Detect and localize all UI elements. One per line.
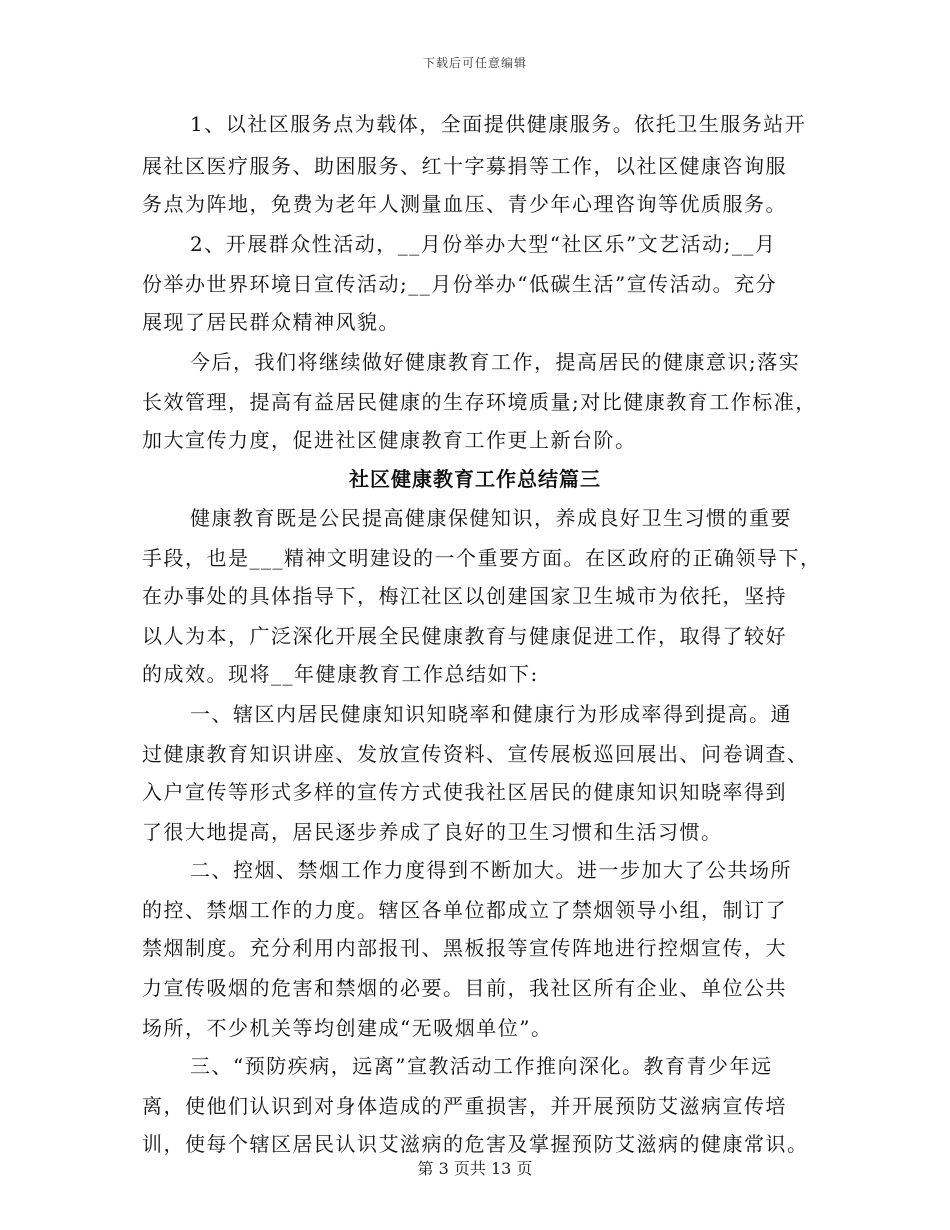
text-line: 力宣传吸烟的危害和禁烟的必要。目前，我社区所有企业、单位公共 xyxy=(142,976,787,1000)
text-line: 健康教育既是公民提高健康保健知识，养成良好卫生习惯的重要 xyxy=(190,506,792,530)
text-line: 加大宣传力度，促进社区健康教育工作更上新台阶。 xyxy=(142,428,637,452)
text-line: 训，使每个辖区居民认识艾滋病的危害及掌握预防艾滋病的健康常识。 xyxy=(142,1132,809,1156)
text-line: 份举办世界环境日宣传活动;__月份举办“低碳生活”宣传活动。充分 xyxy=(142,272,778,296)
text-line: 手段，也是___精神文明建设的一个重要方面。在区政府的正确领导下， xyxy=(142,546,822,570)
text-line: 在办事处的具体指导下，梅江社区以创建国家卫生城市为依托，坚持 xyxy=(142,584,787,608)
text-line: 入户宣传等形式多样的宣传方式使我社区居民的健康知识知晓率得到 xyxy=(142,780,787,804)
text-line: 禁烟制度。充分利用内部报刊、黑板报等宣传阵地进行控烟宣传，大 xyxy=(142,936,787,960)
text-line: 的成效。现将__年健康教育工作总结如下: xyxy=(142,662,539,686)
text-line: 场所，不少机关等均创建成“无吸烟单位”。 xyxy=(142,1016,553,1040)
text-line: 1、以社区服务点为载体，全面提供健康服务。依托卫生服务站开 xyxy=(190,112,807,136)
text-line: 过健康教育知识讲座、发放宣传资料、宣传展板巡回展出、问卷调查、 xyxy=(142,742,809,766)
section-title: 社区健康教育工作总结篇三 xyxy=(349,467,601,491)
text-line: 2、开展群众性活动，__月份举办大型“社区乐”文艺活动;__月 xyxy=(190,232,777,256)
page-number: 第 3 页共 13 页 xyxy=(417,1159,533,1178)
text-line: 二、控烟、禁烟工作力度得到不断加大。进一步加大了公共场所 xyxy=(190,858,792,882)
text-line: 展社区医疗服务、助困服务、红十字募捐等工作，以社区健康咨询服 xyxy=(142,154,787,178)
text-line: 的控、禁烟工作的力度。辖区各单位都成立了禁烟领导小组，制订了 xyxy=(142,898,787,922)
text-line: 三、“预防疾病，远离”宣教活动工作推向深化。教育青少年远 xyxy=(190,1054,773,1078)
text-line: 离，使他们认识到对身体造成的严重损害，并开展预防艾滋病宣传培 xyxy=(142,1094,787,1118)
text-line: 以人为本，广泛深化开展全民健康教育与健康促进工作，取得了较好 xyxy=(142,624,787,648)
text-line: 今后，我们将继续做好健康教育工作，提高居民的健康意识;落实 xyxy=(190,350,801,374)
text-line: 了很大地提高，居民逐步养成了良好的卫生习惯和生活习惯。 xyxy=(142,820,723,844)
text-line: 长效管理，提高有益居民健康的生存环境质量;对比健康教育工作标准， xyxy=(142,390,817,414)
text-line: 展现了居民群众精神风貌。 xyxy=(142,310,400,334)
text-line: 务点为阵地，免费为老年人测量血压、青少年心理咨询等优质服务。 xyxy=(142,192,787,216)
text-line: 一、辖区内居民健康知识知晓率和健康行为形成率得到提高。通 xyxy=(190,702,792,726)
header-note: 下载后可任意编辑 xyxy=(422,56,527,70)
